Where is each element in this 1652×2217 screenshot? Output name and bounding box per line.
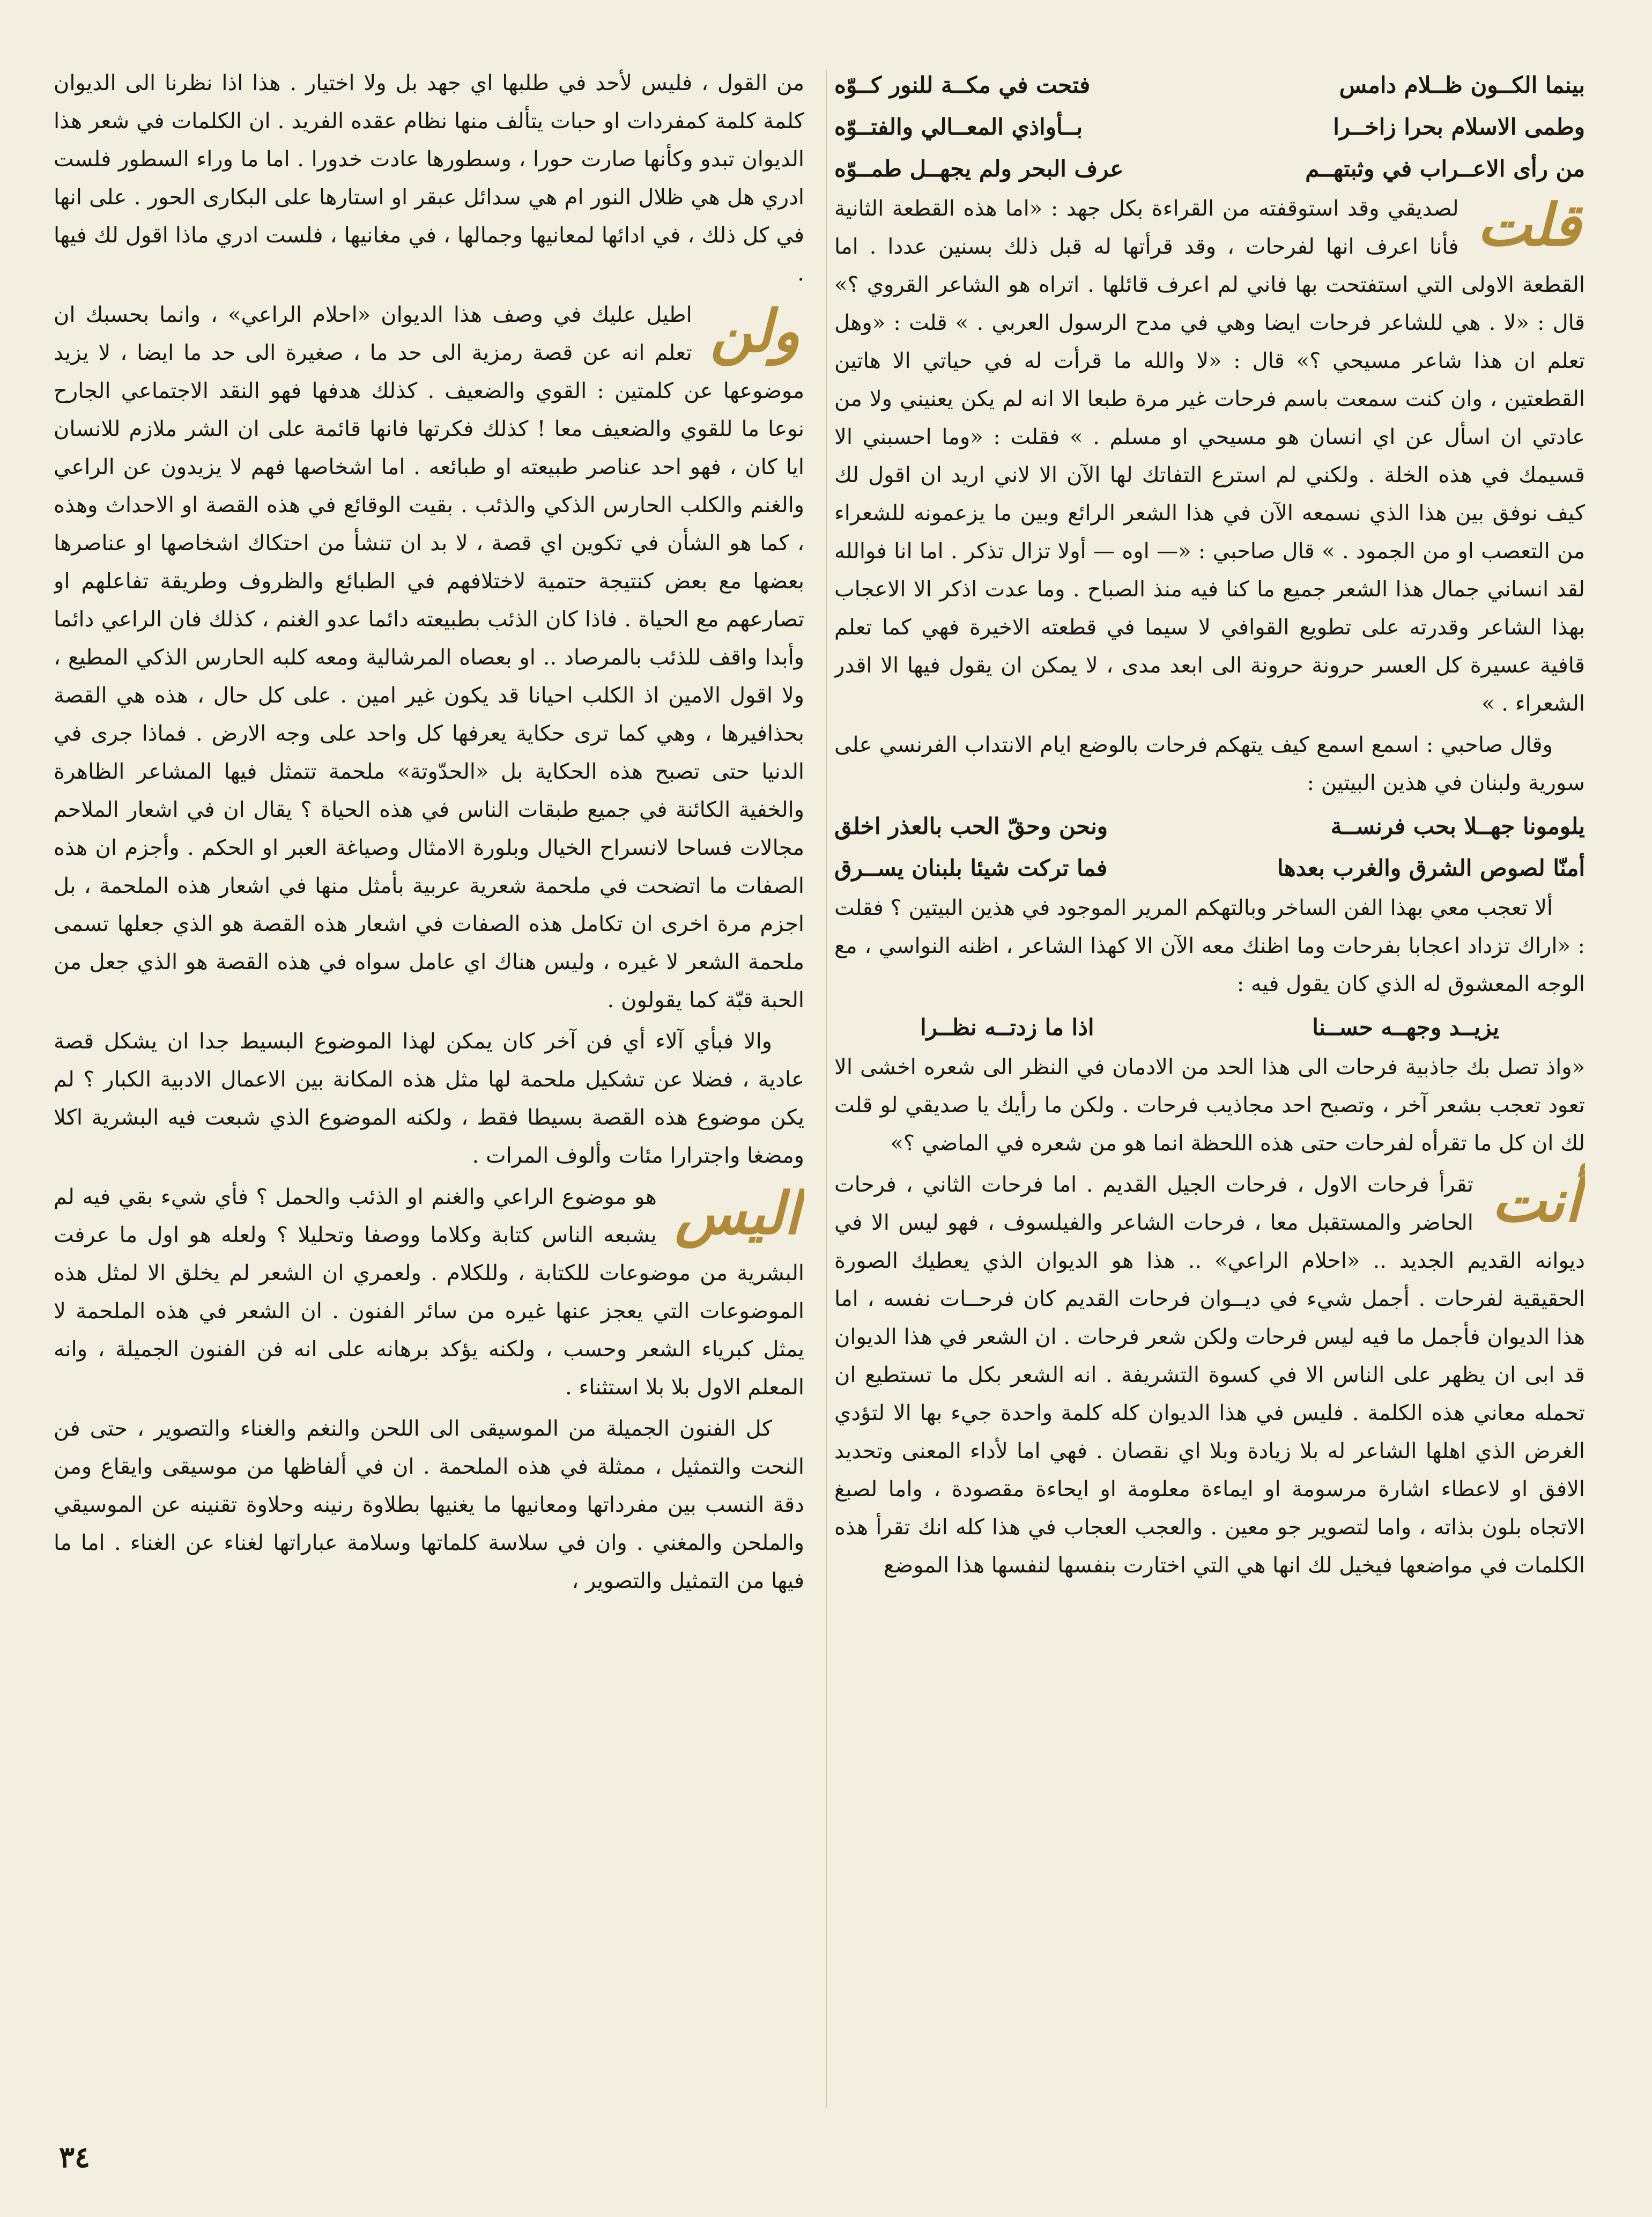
verse-line: [834, 847, 1585, 889]
verse-hemistich: بينما الكــون ظــلام دامس: [1339, 72, 1585, 98]
paragraph-text: تقرأ فرحات الاول ، فرحات الجيل القديم . اما فرحات الثاني ، فرحات الحاضر والمستقبل معا ، فرحات الشاعر والفيلسوف ، فهو ليس الا في ديوانه القديم الجديد .. «احلام الراعي» .. هذا هو الديوان الذي يعطيك الصورة الحقيقية لفرحات . أجمل شيء في ديــوان فرحات القديم كان فرحــات نفسه ، اما هذا الديوان فأجمل ما فيه ليس فرحات ولكن شعر فرحات . ان الشعر في هذا الديوان قد ابى ان يظهر على الناس الا في كسوة التشريفة . انه الشعر بكل ما تستطيع ان تحمله معاني هذه الكلمة . فليس في هذا الديوان كله كلمة واحدة جيء بها الا لتؤدي الغرض الذي اهلها الشاعر له بلا زيادة وبلا اي نقصان . فهي اما لأداء المعنى وتحديد الافق او لاعطاء اشارة مرسومة او ايماءة معلومة او ايحاءة مقصودة ، واما لصبغ الاتجاه بلون بذاته ، واما لتصوير جو معين . والعجب العجاب في هذا كله انك تقرأ هذه الكلمات في مواضعها فيخيل لك انها هي التي اختارت بنفسها لنفسها هذا الموضع: [834, 1172, 1585, 1578]
decorative-dropcap: اليس: [675, 1180, 800, 1247]
paragraph: وقال صاحبي : اسمع اسمع كيف يتهكم فرحات بالوضع ايام الانتداب الفرنسي على سورية ولبنان في هذين البيتين :: [834, 733, 1585, 795]
verse-hemistich: عرف البحر ولم يجهــل طمــوّه: [834, 156, 1124, 182]
verse-line: [834, 148, 1585, 190]
quoted-verse: [834, 1007, 1585, 1048]
verse-hemistich: يزيــد وجهــه حســنا: [1312, 1014, 1499, 1040]
paragraph: [54, 296, 804, 1019]
paragraph-text: لصديقي وقد استوقفته من القراءة بكل جهد : «اما هذه القطعة الثانية فأنا اعرف انها لفرحات ، وقد قرأتها له قبل ذلك بسنين عددا . اما القطعة الاولى التي استفتحت بها فاني لم اعرف قائلها . اتراه هو الشاعر القروي ؟» قال : «لا . هي للشاعر فرحات ايضا وهي في مدح الرسول العربي . » قلت : «وهل تعلم ان هذا شاعر مسيحي ؟» قال : «لا والله ما قرأت له في حياتي الا هاتين القطعتين ، وان كنت سمعت باسم فرحات غير مرة طبعا الا انه لم يكن يعنيني ولا من عادتي ان اسأل عن اي انسان هو مسيحي او مسلم . » فقلت : «وما احسبني الا قسيمك في هذه الخلة . ولكني لم استرع التفاتك لها الآن الا لاني اريد ان اقول لك كيف نوفق بين هذا الذي نسمعه الآن في هذا الشعر الرائع وبين ما يزعمونه للشعراء من التعصب او من الجمود . » قال صاحبي : «— اوه — أولا تزال تذكر . اما انا فوالله لقد انساني جمال هذا الشعر جميع ما كنا فيه منذ الصباح . وما عدت اذكر الا الاعجاب بهذا الشاعر وقدرته على تطويع القوافي لا سيما في قطعته الاخيرة فهي كما تعلم قافية عسيرة كل العسر حرونة حرونة الى ابعد مدى ، لا يمكن ان يقول فيها الا اقدر الشعراء . »: [834, 196, 1585, 716]
verse-hemistich: يلومونا جهــلا بحب فرنســة: [1330, 813, 1585, 839]
verse-hemistich: اذا ما زدتــه نظــرا: [920, 1014, 1094, 1040]
decorative-dropcap: أنت: [1491, 1167, 1581, 1235]
verse-hemistich: من رأى الاعــراب في وثبتهــم: [1305, 156, 1585, 182]
right-column: [834, 64, 1585, 2118]
verse-line: [834, 805, 1585, 847]
verse-line: [834, 64, 1585, 106]
verse-hemistich: فما تركت شيئا بلبنان يســرق: [834, 855, 1108, 881]
paragraph: «واذ تصل بك جاذبية فرحات الى هذا الحد من الادمان في النظر الى شعره اخشى الا تعود تعجب بشعر آخر ، وتصبح احد مجاذيب فرحات . ولكن ما رأيك يا صديقي لو قلت لك ان كل ما تقرأه لفرحات حتى هذه اللحظة انما هو من شعره في الماضي ؟»: [834, 1055, 1585, 1156]
verse-hemistich: وطمى الاسلام بحرا زاخــرا: [1333, 114, 1585, 140]
decorative-dropcap: قلت: [1477, 191, 1581, 259]
paragraph: [834, 1166, 1585, 1585]
paragraph: كل الفنون الجميلة من الموسيقى الى اللحن والنغم والغناء والتصوير ، حتى فن النحت والتمثيل ، ممثلة في هذه الملحمة . ان في ألفاظها من موسيقى وايقاع ومن دقة النسب بين مفرداتها ومعانيها ما يغنيها بطلاوة رنينه وحلاوة تقنينه عن الموسيقي والملحن والمغني . وان في سلاسة كلماتها وسلامة عباراتها لغناء عن الغناء . اما ما فيها من التمثيل والتصوير ،: [54, 1416, 804, 1593]
paragraph: [54, 1178, 804, 1407]
opening-verse: [834, 64, 1585, 190]
verse-hemistich: ونحن وحقّ الحب بالعذر اخلق: [834, 813, 1108, 839]
paragraph: والا فبأي آلاء أي فن آخر كان يمكن لهذا الموضوع البسيط جدا ان يشكل قصة عادية ، فضلا عن تشكيل ملحمة لها مثل هذه المكانة بين الاعمال الادبية الكبار ؟ لم يكن موضوع هذه القصة بسيطا فقط ، ولكنه الموضوع الذي شبعت فيه البشرية اكلا ومضغا واجترارا مئات وألوف المرات .: [54, 1029, 804, 1168]
paragraph: [834, 190, 1585, 723]
verse-line: [920, 1007, 1499, 1048]
verse-hemistich: بــأواذي المعــالي والفتــوّه: [834, 114, 1083, 140]
paragraph-text: اطيل عليك في وصف هذا الديوان «احلام الراعي» ، وانما بحسبك ان تعلم انه عن قصة رمزية الى حد ما ، صغيرة الى حد ما ايضا ، لا يزيد موضوعها عن كلمتين : القوي والضعيف . كذلك هدفها فهو النقد الاجتماعي الجارح نوعا ما للقوي والضعيف معا ! كذلك فكرتها فانها قائمة على ان الشر ملازم للانسان ايا كان ، فهو احد عناصر طبيعته او طبائعه . اما اشخاصها فهم لا يزيدون عن الراعي والغنم والكلب الحارس الذكي والذئب . بقيت الوقائع في هذه القصة او الاحداث وهذه ، كما هو الشأن في تكوين اي قصة ، لا بد ان تنشأ من احتكاك اشخاصها او عناصرها بعضها مع بعض كنتيجة حتمية لاختلافهم في الطبائع والظروف وطريقة تفاعلهم او تصارعهم مع الحياة . فاذا كان الذئب بطبيعته دائما عدو الغنم ، كذلك فان الراعي دائما وأبدا واقف للذئب بالمرصاد .. او بعصاه المرشالية ومعه كلبه الحارس الذكي المطيع ، ولا اقول الامين اذ الكلب احيانا قد يكون غير امين . على كل حال ، هذه هي القصة بحذافيرها ، وهي كما ترى حكاية يعرفها كل واحد على وجه الارض . فماذا جرى في الدنيا حتى تصبح هذه الحكاية بل «الحدّوتة» ملحمة تتمثل فيها المشاعر الظاهرة والخفية الكائنة في جميع طبقات الناس في هذه الحياة ؟ يقال ان في اشعار الملاحم مجالات فساحا لانسراح الخيال وبلورة الامثال وصياغة العبر او الحكم . وأجزم ان هذه الصفات ما اتضحت في ملحمة شعرية عربية بأمثل منها في اشعار هذه الملحمة ، بل اجزم مرة اخرى ان تكامل هذه الصفات في اشعار هذه القصة هو الذي جعلها تسمى ملحمة الشعر لا غيره ، وليس هناك اي عامل سواه في هذه القصة هو الذي جعل من الحبة قبّة كما يقولون .: [54, 302, 804, 1013]
quoted-verse: [834, 805, 1585, 889]
paragraph-text: هو موضوع الراعي والغنم او الذئب والحمل ؟ فأي شيء بقي فيه لم يشبعه الناس كتابة وكلاما ووصفا وتحليلا ؟ ولعله هو اول ما عرفت البشرية من موضوعات للكتابة ، وللكلام . ولعمري ان الشعر لم يخلق الا لمثل هذه الموضوعات التي يعجز عنها غيره من سائر الفنون . ان الشعر في هذه الملحمة لا يمثل كبرياء الشعر وحسب ، ولكنه يؤكد برهانه على انه فن الفنون الجميلة ، وانه المعلم الاول بلا بلا استثناء .: [54, 1185, 804, 1400]
decorative-dropcap: ولن: [710, 298, 800, 365]
verse-hemistich: فتحت في مكــة للنور كــوّه: [834, 72, 1091, 98]
verse-line: [834, 106, 1585, 148]
column-divider: [826, 70, 827, 2108]
left-column: [54, 64, 804, 2118]
verse-hemistich: أمنّا لصوص الشرق والغرب بعدها: [1277, 855, 1585, 881]
paragraph: من القول ، فليس لأحد في طلبها اي جهد بل ولا اختيار . هذا اذا نظرنا الى الديوان كلمة كلمة كمفردات او حبات يتألف منها نظام عقده الفريد . ان الكلمات في شعر هذا الديوان تبدو وكأنها صارت حورا ، وسطورها عادت خدورا . اما ما وراء السطور فلست ادري هل هي ظلال النور ام هي سدائل عبقر او استارها على البكارى الحور . على انها في كل ذلك ، في ادائها لمعانيها وجمالها ، في مغانيها ، فلست ادري ماذا اقول لك فيها .: [54, 71, 804, 286]
page-number: ٣٤: [59, 2140, 91, 2174]
paragraph: ألا تعجب معي بهذا الفن الساخر وبالتهكم المرير الموجود في هذين البيتين ؟ فقلت : «اراك تزداد اعجابا بفرحات وما اظنك معه الآن الا كهذا الشاعر ، اظنه النواسي ، مع الوجه المعشوق له الذي كان يقول فيه :: [834, 896, 1585, 996]
